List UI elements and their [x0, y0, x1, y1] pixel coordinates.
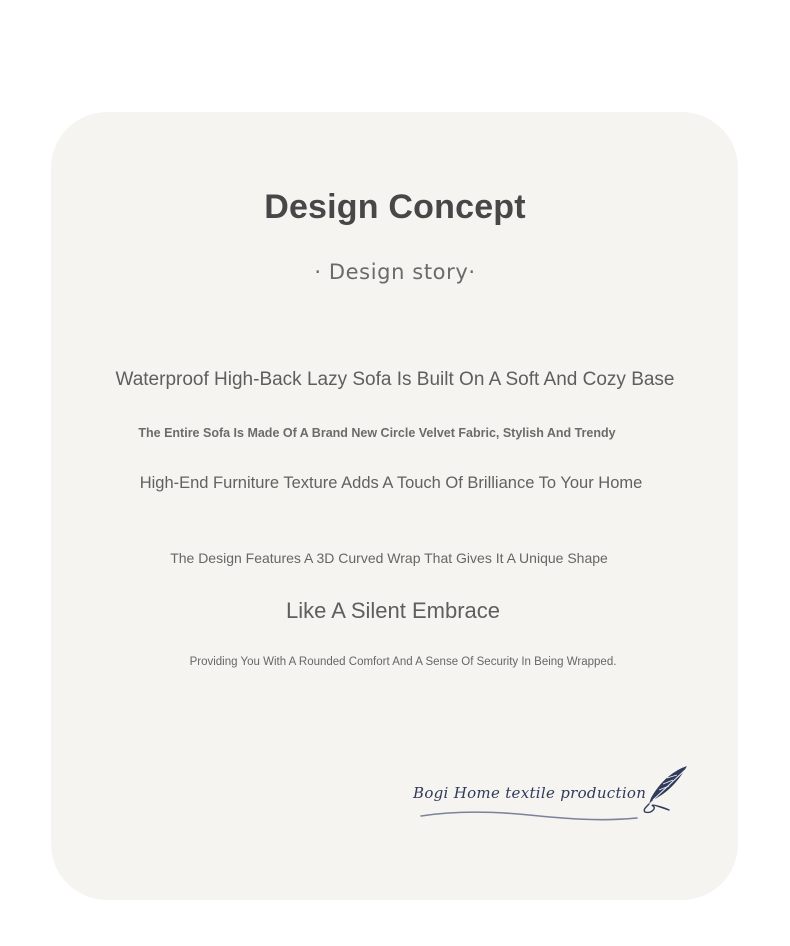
- description-line-6: Providing You With A Rounded Comfort And A Sense Of Security In Being Wrapped.: [189, 656, 617, 668]
- signature: [405, 760, 695, 830]
- page-subtitle: · Design story·: [314, 260, 476, 284]
- description-line-5: Like A Silent Embrace: [285, 598, 500, 623]
- quill-pen-icon: [639, 764, 691, 816]
- description-line-2: The Entire Sofa Is Made Of A Brand New Circle Velvet Fabric, Stylish And Trendy: [138, 426, 616, 440]
- signature-text: Bogi Home textile production: [413, 784, 647, 802]
- description-line-3: High-End Furniture Texture Adds A Touch Of Brilliance To Your Home: [139, 474, 643, 492]
- description-line-4: The Design Features A 3D Curved Wrap That Gives It A Unique Shape: [170, 550, 608, 566]
- page-title: Design Concept: [264, 188, 526, 226]
- signature-underline: [419, 808, 639, 824]
- description-line-1: Waterproof High-Back Lazy Sofa Is Built On A Soft And Cozy Base: [115, 369, 675, 390]
